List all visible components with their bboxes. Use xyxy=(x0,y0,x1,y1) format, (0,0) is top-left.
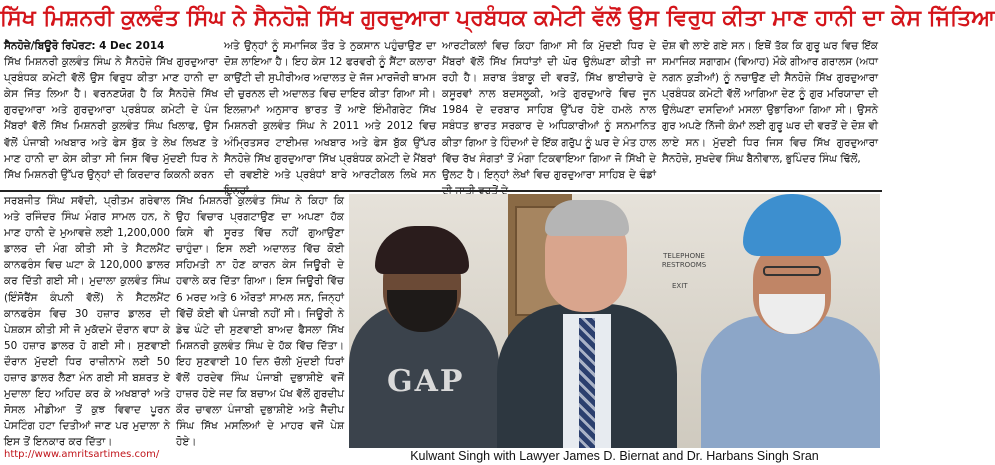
dateline: ਸੈਨਹੋਜ਼ੇ/ਬਿਊਰੋ ਰਿਪੋਰਟ: 4 Dec 2014 xyxy=(4,40,165,52)
person-center-hair xyxy=(545,200,629,236)
source-url-link[interactable]: http://www.amritsartimes.com/ xyxy=(4,449,160,460)
column-5-text: ਸਰਬਜੀਤ ਸਿੰਘ ਸਵੱਦੀ, ਪ੍ਰੀਤਮ ਗਰੇਵਾਲ ਅਤੇ ਰਜਿੰਦਰ ਸਿੰਘ ਮੰਗਰ ਸਾਮਲ ਹਨ, ਨੇ ਮਾਣ ਹਾਨੀ ਦੇ ਮੁਆਵਜ਼ੇ ਲਈ 1,200,000 ਡਾਲਰ ਦੀ ਮੰਗ ਕੀਤੀ ਸੀ ਤੇ ਸੈਟਲਮੈਂਟ ਕਾਨਫਰੰਸ ਵਿਚ ਘਟਾ ਕੇ 120,000 ਡਾਲਰ ਕਰ ਦਿੱਤੀ ਗਈ ਸੀ। ਮੁਦਾਲਾ ਕੁਲਵੰਤ ਸਿੰਘ (ਇੰਸੋਰੈਂਸ ਕੰਪਨੀ ਵੱਲੋਂ) ਨੇ ਸੈਟਲਮੈਂਟ ਕਾਨਫਰੰਸ ਵਿਚ 30 ਹਜ਼ਾਰ ਡਾਲਰ ਦੀ ਪੇਸ਼ਕਸ ਕੀਤੀ ਸੀ ਜੋ ਮੁਕੱਦਮੇ ਦੌਰਾਨ ਵਧਾ ਕੇ 50 ਹਜ਼ਾਰ ਡਾਲਰ ਹੋ ਗਈ ਸੀ। ਸੁਣਵਾਈ ਦੌਰਾਨ ਮੁੱਦਈ ਧਿਰ ਰਾਜ਼ੀਨਾਮੇ ਲਈ 50 ਹਜ਼ਾਰ ਡਾਲਰ ਲੈਣਾ ਮੰਨ ਗਈ ਸੀ ਬਸ਼ਰਤ ਏ ਮੁਦਾਲਾ ਇਹ ਅਹਿਦ ਕਰ ਕੇ ਅਖਬਾਰਾਂ ਅਤੇ ਸੋਸਲ ਮੀਡੀਆ ਤੋਂ ਕੁਝ ਵਿਵਾਦ ਪੂਰਨ ਪੋਸਟਿੰਗ ਹਟਾ ਦਿਤੀਆਂ ਜਾਣ ਪਰ ਮੁਦਾਲਾ ਨੇ ਇਸ ਤੋਂ ਇਨਕਾਰ ਕਰ ਦਿੱਤਾ। xyxy=(4,195,170,449)
column-3-text: ਆਰਟੀਕਲਾਂ ਵਿਚ ਕਿਹਾ ਗਿਆ ਸੀ ਕਿ ਮੁੱਦਈ ਧਿਰ ਦੇ ਮੈਂਬਰਾਂ ਵੱਲੋਂ ਸਿੱਖ ਸਿਧਾਂਤਾਂ ਦੀ ਘੋਰ ਉਲੰਘਣਾ ਕੀਤੀ ਜਾ ਰਹੀ ਹੈ। ਸ਼ਰਾਬ ਤੰਬਾਕੂ ਦੀ ਵਰਤੋਂ, ਸਿੱਖ ਭਾਈਚਾਰੇ ਦੇ ਕਸੂਰਵਾਂ ਨਾਲ ਬਦਸਲੂਕੀ, ਅਤੇ ਗੁਰਦੁਆਰੇ ਵਿਚ ਜੂਨ 1984 ਦੇ ਦਰਬਾਰ ਸਾਹਿਬ ਉੱਪਰ ਹੋਏ ਹਮਲੇ ਨਾਲ ਸਬੰਧਤ ਭਾਰਤ ਸਰਕਾਰ ਦੇ ਅਧਿਕਾਰੀਆਂ ਨੂੰ ਸਨਮਾਨਿਤ ਕੀਤਾ ਗਿਆ ਤੇ ਹਿੰਦਆਂ ਦੇ ਇੱਕ ਗਰੁੱਪ ਨੂੰ ਘਰ ਦੇ ਮੰਤ ਹਾਲ ਵਿੱਚ ਰੱਖ ਸੰਗਤਾਂ ਤੋਂ ਮੰਗਾ ਟਿਕਵਾਇਆ ਗਿਆ ਜੋ ਸਿੱਖੀ ਦੇ ਉਲਟ ਹੈ। ਇਨ੍ਹਾਂ ਲੇਖਾਂ ਵਿਚ ਗੁਰਦੁਆਰਾ ਸਾਹਿਬ ਦੇ ਢੰਡਾਂ xyxy=(442,40,656,181)
person-center-tie xyxy=(579,318,595,448)
article-column-5 xyxy=(4,193,170,451)
article-column-2 xyxy=(224,38,436,188)
restroom-sign: TELEPHONE RESTROOMS xyxy=(661,252,707,269)
person-right-glasses xyxy=(763,266,821,276)
column-2-text: ਅਤੇ ਉਨ੍ਹਾਂ ਨੂੰ ਸਮਾਜਿਕ ਤੌਰ ਤੇ ਨੁਕਸਾਨ ਪਹੁੰਚਾਉਣ ਦਾ ਦੋਸ਼ ਲਾਇਆ ਹੈ। ਇਹ ਕੇਸ 12 ਫਰਵਰੀ ਨੂੰ ਸੈਂਟਾ ਕਲਾਰਾ ਕਾਉਂਟੀ ਦੀ ਸੁਪੀਰੀਅਰ ਅਦਾਲਤ ਦੇ ਜੱਜ ਮਾਰਜੋਰੀ ਥਾਮਸ ਦੀ ਚੁਰਨਲ ਦੀ ਅਦਾਲਤ ਵਿਚ ਦਾਇਰ ਕੀਤਾ ਗਿਆ ਸੀ। ਇਲਜ਼ਾਮਾਂ ਅਨੁਸਾਰ ਭਾਰਤ ਤੋਂ ਆਏ ਇੰਮੀਗਰੇਟ ਸਿੱਖ ਮਿਸ਼ਨਰੀ ਕੁਲਵੰਤ ਸਿੰਘ ਨੇ 2011 ਅਤੇ 2012 ਵਿਚ ਅੰਮ੍ਰਿਤਸਰ ਟਾਈਮਜ਼ ਅਖਬਾਰ ਅਤੇ ਫੇਸ ਬੁੱਕ ਉੱਪਰ ਸੈਨਹੋਜ਼ੇ ਸਿੱਖ ਗੁਰਦੁਆਰਾ ਸਿੱਖ ਪ੍ਰਬੰਧਕ ਕਮੇਟੀ ਦੇ ਮੈਂਬਰਾਂ ਦੀ ਰਵਈਏ ਅਤੇ ਪ੍ਰਬੰਧਾਂ ਬਾਰੇ ਆਰਟੀਕਲ ਲਿਖੇ ਸਨ xyxy=(224,40,436,181)
exit-sign: EXIT xyxy=(672,282,688,290)
headline: ਸਿੱਖ ਮਿਸ਼ਨਰੀ ਕੁਲਵੰਤ ਸਿੰਘ ਨੇ ਸੈਨਹੋਜ਼ੇ ਸਿੱਖ ਗੁਰਦੁਆਰਾ ਪ੍ਰਬੰਧਕ ਕਮੇਟੀ ਵੱਲੋਂ ਉਸ ਵਿਰੁਧ ਕੀਤਾ ਮਾਣ ਹਾਨੀ ਦਾ ਕੇਸ ਜਿੱਤਿਆ xyxy=(0,5,995,31)
shirt-logo: GAP xyxy=(387,364,465,399)
article-column-6 xyxy=(176,193,344,455)
section-divider xyxy=(0,190,882,192)
photo-caption: Kulwant Singh with Lawyer James D. Biernat and Dr. Harbans Singh Sran xyxy=(410,449,819,463)
person-right-body xyxy=(701,316,880,448)
column-6-text: ਸਿੱਖ ਮਿਸ਼ਨਰੀ ਕੁਲਵੰਤ ਸਿੰਘ ਨੇ ਕਿਹਾ ਕਿ ਉਹ ਵਿਚਾਰ ਪ੍ਰਗਟਾਉਣ ਦਾ ਅਪਣਾ ਹੱਕ ਕਿਸੇ ਵੀ ਸੂਰਤ ਵਿੱਚ ਨਹੀਂ ਗੁਆਉਣਾ ਚਾਹੁੰਦਾ। ਇਸ ਲਈ ਅਦਾਲਤ ਵਿੱਚ ਕੋਈ ਸਹਿਮਤੀ ਨਾ ਹੋਣ ਕਾਰਨ ਕੇਸ ਜਿਊਰੀ ਦੇ ਹਵਾਲੇ ਕਰ ਦਿੱਤਾ ਗਿਆ। ਇਸ ਜਿਊਰੀ ਵਿੱਚ 6 ਮਰਦ ਅਤੇ 6 ਔਰਤਾਂ ਸਾਮਲ ਸਨ, ਜਿਨ੍ਹਾਂ ਵਿੱਚੋਂ ਕੋਈ ਵੀ ਪੰਜਾਬੀ ਨਹੀਂ ਸੀ। ਜਿਊਰੀ ਨੇ ਡੇਢ ਘੰਟੇ ਦੀ ਸੁਣਵਾਈ ਬਾਅਦ ਫੈਸਲਾ ਸਿੱਖ ਮਿਸ਼ਨਰੀ ਕੁਲਵੰਤ ਸਿੰਘ ਦੇ ਹੱਕ ਵਿੱਚ ਦਿੱਤਾ। ਇਹ ਸੁਣਵਾਈ 10 ਦਿਨ ਚੱਲੀ ਮੁੱਦਈ ਧਿਰਾਂ ਵੱਲੋਂ ਹਰਦੇਵ ਸਿੰਘ ਪੰਜਾਬੀ ਦੁਭਾਸ਼ੀਏ ਵਜੋਂ ਹਾਜ਼ਰ ਹੋਏ ਜਦ ਕਿ ਬਚਾਅ ਪੱਖ ਵੱਲੋਂ ਗੁਰਦੀਪ ਕੌਰ ਚਾਵਲਾ ਪੰਜਾਬੀ ਦੁਭਾਸ਼ੀਏ ਅਤੇ ਜੈਦੀਪ ਸਿੰਘ ਸਿੱਖ ਮਸਲਿਆਂ ਦੇ ਮਾਹਰ ਵਜੋਂ ਪੇਸ਼ ਹੋਏ। xyxy=(176,195,344,449)
news-photo xyxy=(349,194,880,448)
column-4-text: ਦੋਸ਼ ਵੀ ਲਾਏ ਗਏ ਸਨ। ਇਥੋਂ ਤੱਕ ਕਿ ਗੁਰੂ ਘਰ ਵਿਚ ਇੱਕ ਸਮਾਜਿਕ ਸਗਾਗਮ (ਵਿਆਹ) ਮੌਕੇ ਗੀਆਰ ਗਰਾਲਸ (ਅਧਾ ਨਗਨ ਕੁੜੀਆਂ) ਨੂੰ ਨਚਾਉਣ ਦੀ ਸੈਨਹੋਜ਼ੇ ਸਿੱਖ ਗੁਰਦੁਆਰਾ ਪ੍ਰਬੰਧਕ ਕਮੇਟੀ ਵੱਲੋਂ ਆਗਿਆ ਦੇਣ ਨੂੰ ਗੁਰ ਮਰਿਯਾਦਾ ਦੀ ਉਲੰਘਣਾ ਦਸਦਿਆਂ ਮਸਲਾ ਉਭਾਰਿਆ ਗਿਆ ਸੀ। ਉਸਨੇ ਗੁਰ ਅਪਣੇ ਨਿੱਜੀ ਕੰਮਾਂ ਲਈ ਗੁਰੂ ਘਰ ਦੀ ਵਰਤੋਂ ਦੇ ਦੋਸ਼ ਵੀ ਲਾਏ ਸਨ। ਮੁੱਦਈ ਧਿਰ ਜਿਸ ਵਿਚ ਸਿੱਖ ਗੁਰਦੁਆਰਾ ਸੈਨਹੋਜ਼ੇ, ਸੁਖਦੇਵ ਸਿੰਘ ਬੈਨੀਵਾਲ, ਭੁਪਿੰਦਰ ਸਿੰਘ ਢਿੱਲੋਂ, xyxy=(662,40,878,165)
column-1-text: ਸਿੱਖ ਮਿਸ਼ਨਰੀ ਕੁਲਵੰਤ ਸਿੰਘ ਨੇ ਸੈਨਹੋਜ਼ੇ ਸਿੱਖ ਗੁਰਦੁਆਰਾ ਪ੍ਰਬੰਧਕ ਕਮੇਟੀ ਵੱਲੋਂ ਉਸ ਵਿਰੁਧ ਕੀਤਾ ਮਾਣ ਹਾਨੀ ਦਾ ਕੇਸ ਜਿੱਤ ਲਿਆ ਹੈ। ਵਰਨਣਯੋਗ ਹੈ ਕਿ ਸੈਨਹੋਜ਼ੇ ਸਿੱਖ ਗੁਰਦੁਆਰਾ ਅਤੇ ਗੁਰਦੁਆਰਾ ਪ੍ਰਬੰਧਕ ਕਮੇਟੀ ਦੇ ਪੰਜ ਮੈਂਬਰਾਂ ਵੱਲੋਂ ਸਿੱਖ ਮਿਸ਼ਨਰੀ ਕੁਲਵੰਤ ਸਿੰਘ ਖਿਲਾਫ, ਉਸ ਵੱਲੋਂ ਪੰਜਾਬੀ ਅਖਬਾਰ ਅਤੇ ਫੇਸ ਬੁੱਕ ਤੇ ਲੇਖ ਲਿਖਣ ਤੇ ਮਾਣ ਹਾਨੀ ਦਾ ਕੇਸ ਕੀਤਾ ਸੀ ਜਿਸ ਵਿੱਚ ਮੁੱਦਈ ਧਿਰ ਨੇ ਸਿੱਖ ਮਿਸ਼ਨਰੀ ਉੱਪਰ ਉਨ੍ਹਾਂ ਦੀ ਕਿਰਦਾਰ ਕਿਕਨੀ ਕਰਨ xyxy=(4,56,218,181)
article-column-4 xyxy=(662,38,878,188)
article-column-3 xyxy=(442,38,656,188)
article-column-1 xyxy=(4,38,218,188)
